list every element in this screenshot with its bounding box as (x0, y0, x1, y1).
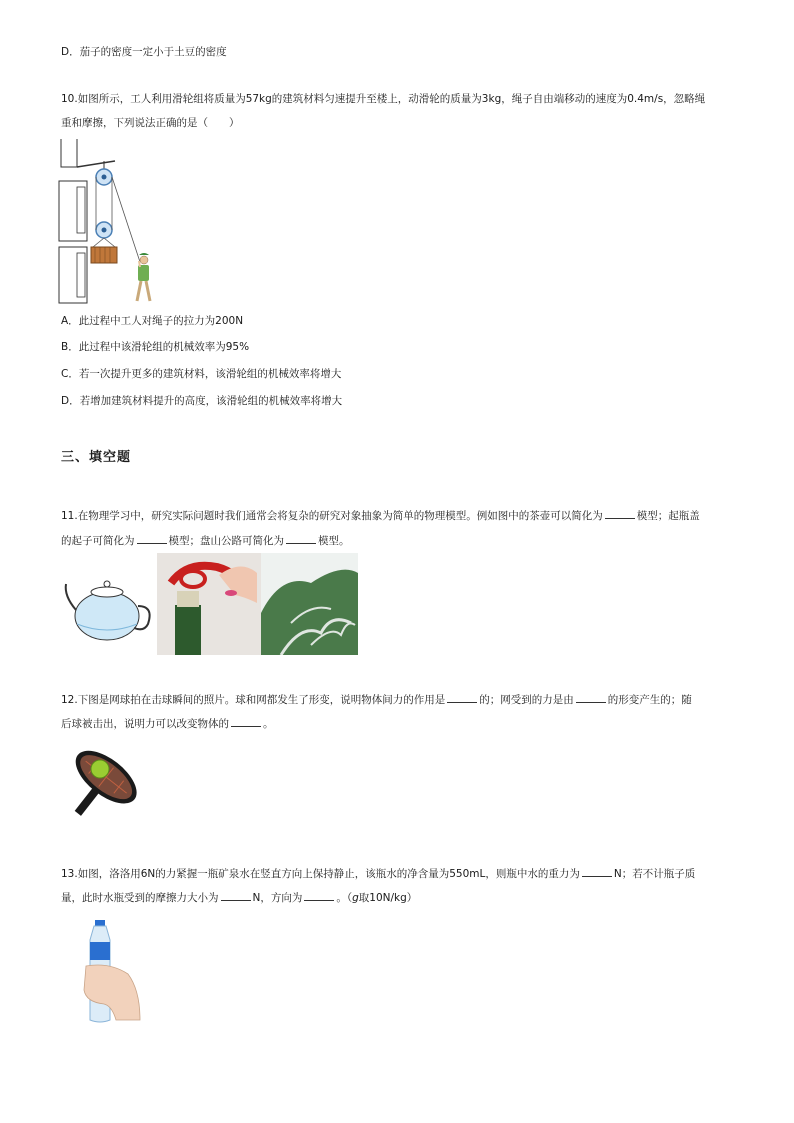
q10-option-c: C．若一次提升更多的建筑材料，该滑轮组的机械效率将增大 (61, 368, 342, 380)
tennis-racket-image (60, 745, 142, 825)
q13-line1: 13.如图，洛洛用6N的力紧握一瓶矿泉水在竖直方向上保持静止，该瓶水的净含量为550mL，则瓶中水的重力为 N；若不计瓶子质 (61, 868, 696, 880)
q10-option-a: A．此过程中工人对绳子的拉力为200N (61, 315, 244, 327)
answer-blank (286, 533, 316, 544)
section-title-fill-in: 三、填空题 (61, 450, 132, 465)
mountain-road-image (261, 553, 358, 655)
answer-blank (605, 508, 635, 519)
q10-option-b: B．此过程中该滑轮组的机械效率为95% (61, 341, 250, 353)
answer-blank (137, 533, 167, 544)
q10-option-d: D．若增加建筑材料提升的高度，该滑轮组的机械效率将增大 (61, 395, 343, 407)
q11-line2: 的起子可简化为 模型；盘山公路可简化为 模型。 (61, 535, 350, 547)
q10-stem-line2: 重和摩擦，下列说法正确的是（ ） (61, 117, 240, 129)
answer-blank (576, 692, 606, 703)
q12-line2: 后球被击出，说明力可以改变物体的 。 (61, 718, 274, 730)
bottle-opener-image (157, 553, 261, 655)
q13-line2: 量，此时水瓶受到的摩擦力大小为 N，方向为 。（g取10N/kg） (61, 892, 418, 904)
answer-blank (304, 890, 334, 901)
answer-blank (231, 716, 261, 727)
q11-line1: 11.在物理学习中，研究实际问题时我们通常会将复杂的研究对象抽象为简单的物理模型。例如图中的茶壶可以简化为 模型；起瓶盖 (61, 510, 700, 522)
q9-option-d: D．茄子的密度一定小于土豆的密度 (61, 46, 227, 58)
q10-stem-line1: 10.如图所示，工人利用滑轮组将质量为57kg的建筑材料匀速提升至楼上，动滑轮的质量为3kg，绳子自由端移动的速度为0.4m/s，忽略绳 (61, 93, 706, 105)
pulley-system-figure (55, 137, 165, 307)
answer-blank (582, 866, 612, 877)
teapot-image (62, 566, 154, 646)
water-bottle-image (76, 920, 142, 1024)
q12-line1: 12.下图是网球拍在击球瞬间的照片。球和网都发生了形变，说明物体间力的作用是 的；网受到的力是由 的形变产生的；随 (61, 694, 692, 706)
answer-blank (221, 890, 251, 901)
answer-blank (447, 692, 477, 703)
